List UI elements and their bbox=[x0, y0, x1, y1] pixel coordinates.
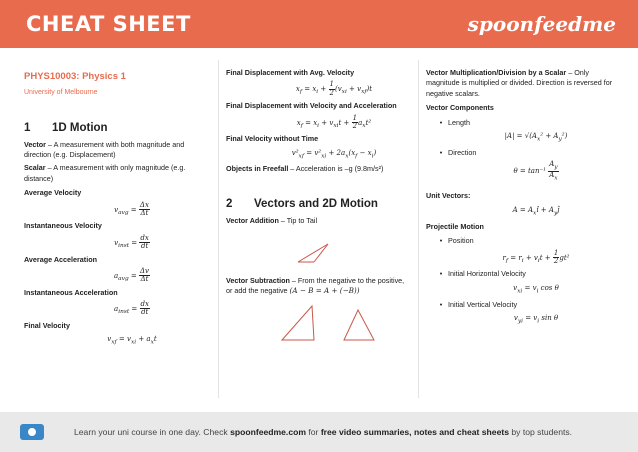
footer-banner[interactable] bbox=[0, 412, 638, 452]
list-item: • Initial Vertical Velocity bbox=[439, 299, 518, 309]
list-item: • Initial Horizontal Velocity bbox=[439, 269, 526, 279]
vector-addition-diagram bbox=[226, 226, 412, 266]
avg-velocity-label: Average Velocity bbox=[24, 188, 82, 198]
university-name: University of Melbourne bbox=[24, 88, 98, 96]
section-1-heading bbox=[24, 120, 210, 137]
page-title: CHEAT SHEET bbox=[26, 12, 191, 36]
inst-velocity-equation: $v_{inst}$ = $\frac{dx}{dt}$ bbox=[114, 233, 149, 251]
brand-logo[interactable]: spoonfeedme bbox=[467, 12, 616, 36]
column-divider bbox=[418, 60, 419, 398]
course-code: PHYS10003: Physics 1 bbox=[24, 71, 126, 82]
disp-avg-label: Final Displacement with Avg. Velocity bbox=[226, 68, 355, 77]
column-2 bbox=[226, 58, 412, 350]
footer-text: Learn your uni course in one day. Check spoonfeedme.com for free video summaries, notes and cheat sheets by top students. bbox=[74, 427, 573, 437]
vector-a-arrow bbox=[298, 244, 328, 262]
inst-accel-label: Instantaneous Acceleration bbox=[24, 287, 118, 297]
site-link[interactable]: spoonfeedme.com bbox=[230, 427, 306, 437]
final-velocity-label: Final Velocity bbox=[24, 320, 70, 330]
inst-accel-equation: $a_{inst}$ = $\frac{dx}{dt}$ bbox=[114, 300, 149, 317]
video-icon bbox=[20, 424, 44, 440]
vector-multiplication-text: Vector Multiplication/Division by a Scalar – Only magnitude is multiplied or divided. Direction is reversed for negative scalars. bbox=[426, 68, 613, 98]
column-1 bbox=[24, 58, 210, 350]
avg-velocity-equation: $v_{avg}$ = $\frac{\Delta x}{\Delta t}$ bbox=[114, 200, 149, 218]
subtraction-triangle-1 bbox=[282, 306, 314, 340]
freefall-text: Objects in Freefall – Acceleration is –g (9.8m/s²) bbox=[226, 163, 384, 173]
scalar-definition: Scalar – A measurement with only magnitude (e.g. distance) bbox=[24, 163, 186, 183]
disp-vel-acc-equation: $x_f = x_i + v_{xi}t$ + $\frac{1}{2}$ $a_xt^2$ bbox=[296, 113, 372, 130]
list-item: • Position bbox=[439, 236, 474, 246]
disp-vel-acc-label: Final Displacement with Velocity and Acceleration bbox=[226, 101, 397, 111]
subtraction-triangle-2 bbox=[344, 310, 374, 340]
section-title: 1D Motion bbox=[52, 121, 108, 134]
vector-b-arrow bbox=[314, 244, 328, 262]
vector-definition: Vector – A measurement with both magnitude and direction (e.g. Displacement) bbox=[24, 139, 185, 160]
header-bar bbox=[0, 0, 638, 48]
column-divider bbox=[218, 60, 219, 398]
inst-velocity-label: Instantaneous Velocity bbox=[24, 221, 102, 231]
section-number: 1 bbox=[24, 121, 31, 134]
unit-vectors-equation: $A = A_xî$ + $A_yĵ$ bbox=[512, 205, 560, 217]
vector-subtraction-text: Vector Subtraction – From the negative to the positive, or add the negative (A − B = A + (−B)) bbox=[226, 275, 405, 295]
projectile-motion-label: Projectile Motion bbox=[426, 221, 484, 231]
section-2-heading bbox=[226, 196, 412, 213]
avg-accel-label: Average Acceleration bbox=[24, 254, 97, 264]
init-vertical-equation: $v_{yi} = v_i$ sin θ bbox=[513, 313, 559, 325]
vel-no-time-label: Final Velocity without Time bbox=[226, 134, 319, 144]
length-equation: $|A| = √(A_x^2 + A_y^2)$ bbox=[504, 132, 568, 143]
column-3 bbox=[426, 58, 616, 329]
vector-components-label: Vector Components bbox=[426, 103, 494, 113]
list-item: • Direction bbox=[439, 148, 477, 158]
direction-equation: θ = tan⁻¹ $\frac{A_y}{A_x}$ bbox=[513, 160, 558, 182]
unit-vectors-label: Unit Vectors: bbox=[426, 191, 471, 201]
final-velocity-equation: $v_{xf} = v_{xi} + a_xt$ bbox=[107, 335, 157, 346]
section-number: 2 bbox=[226, 197, 233, 210]
disp-avg-equation: $x_f = x_i$ + $\frac{1}{2}$ $(v_{xi} + v_{xf})t$ bbox=[295, 80, 373, 97]
vector-subtraction-diagram bbox=[226, 296, 412, 346]
position-equation: $r_f = r_i + v_it$ + $\frac{1}{2}$ gt² bbox=[502, 248, 570, 265]
avg-accel-equation: $a_{avg}$ = $\frac{\Delta v}{\Delta t}$ bbox=[113, 267, 150, 284]
list-item: • Length bbox=[439, 117, 470, 127]
vector-addition-text: Vector Addition – Tip to Tail bbox=[226, 215, 318, 225]
init-horizontal-equation: $v_{xi} = v_i$ cos θ bbox=[513, 283, 559, 295]
vel-no-time-equation: $v^2_{xf} = v^2_{xi} + 2a_x(x_f - x_i)$ bbox=[291, 148, 377, 160]
section-title: Vectors and 2D Motion bbox=[254, 197, 378, 210]
